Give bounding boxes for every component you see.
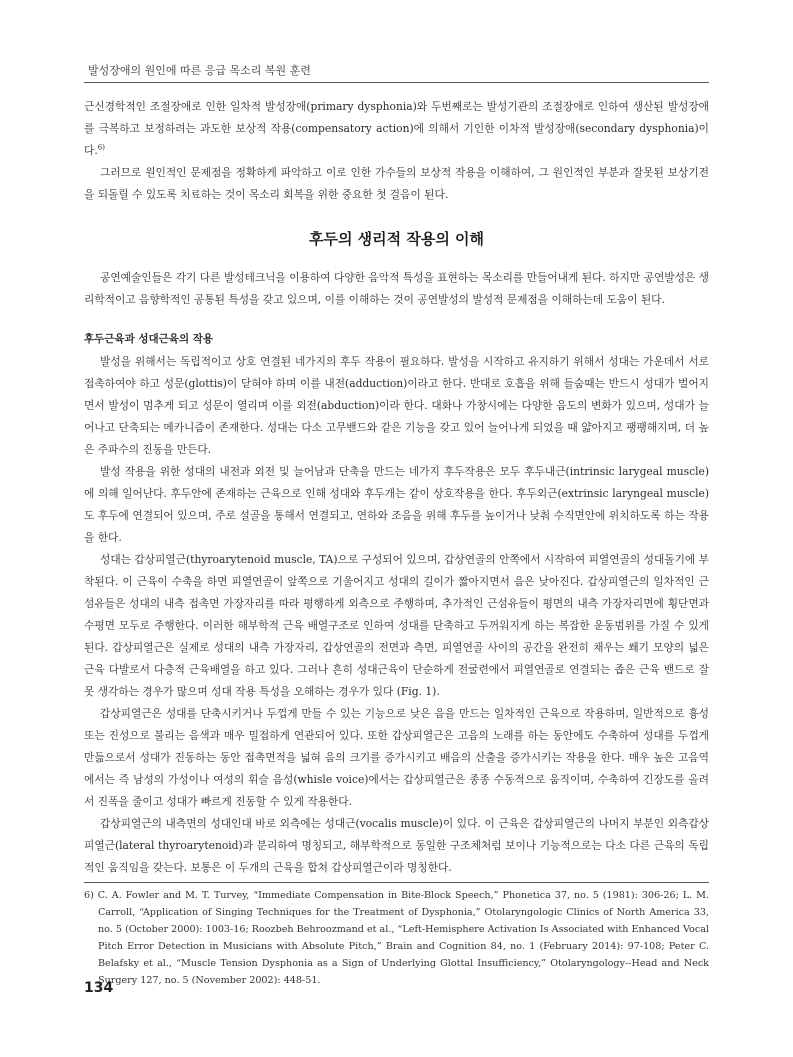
subsection-paragraph-1: 발성을 위해서는 독립적이고 상호 연결된 네가지의 후두 작용이 필요하다. 발성을 시작하고 유지하기 위해서 성대는 가운데서 서로 접촉하여야 하고 성문(glottis)이 닫혀야 하며 이를 내전(adduction)이라고 한다. 반대로 호흡을 위해 들숨때는 반드시 성대가 벌어지면서 발성이 멈추게 되고 성문이 열리며 이를 외전(abduction)이라 한다. 대화나 가창시에는 다양한 음도의 변화가 있으며, 성대가 늘어나고 단축되는 메카니즘이 존재한다. 성대는 다소 고무밴드와 같은 기능을 갖고 있어 늘어나게 되었을 때 얇아지고 팽팽해지며, 더 높은 주파수의 진동을 만든다. (84, 355, 709, 456)
intro-paragraph-2: 그러므로 원인적인 문제점을 정확하게 파악하고 이로 인한 가수들의 보상적 작용을 이해하여, 그 원인적인 부분과 잘못된 보상기전을 되돌릴 수 있도록 치료하는 것이 목소리 회복을 위한 중요한 첫 걸음이 된다. (84, 166, 709, 201)
subsection-paragraph-4: 갑상피열근은 성대를 단축시키거나 두껍게 만들 수 있는 기능으로 낮은 음을 만드는 일차적인 근육으로 작용하며, 일반적으로 흉성 또는 진성으로 불리는 음색과 매우 밀접하게 연관되어 있다. 또한 갑상피열근은 고음의 노래를 하는 동안에도 수축하여 성대를 두껍게 만듦으로서 성대가 진동하는 동안 접촉면적을 넓혀 음의 크기를 증가시키고 배음의 산출을 증가시키는 작용을 한다. 매우 높은 고음역에서는 즉 남성의 가성이나 여성의 휘슬 음성(whisle voice)에서는 갑상피열근은 종종 수동적으로 움직이며, 수축하여 긴장도를 올려서 진폭을 줄이고 성대가 빠르게 진동할 수 있게 작용한다. (84, 707, 709, 808)
subsection-paragraph-5: 갑상피열근의 내측면의 성대인대 바로 외측에는 성대근(vocalis muscle)이 있다. 이 근육은 갑상피열근의 나머지 부분인 외측갑상피열근(lateral thyroarytenoid)과 분리하여 명칭되고, 해부학적으로 동일한 구조체처럼 보이나 기능적으로는 다소 다른 근육의 독립적인 움직임을 갖는다. 보통은 이 두개의 근육을 합쳐 갑상피열근이라 명칭한다. (84, 817, 709, 874)
running-header: 발성장애의 원인에 따른 응급 목소리 복원 훈련 (88, 64, 311, 77)
page-body (84, 96, 709, 989)
header-rule (84, 82, 709, 83)
page-number: 134 (84, 980, 114, 996)
subsection-heading: 후두근육과 성대근육의 작용 (84, 333, 214, 345)
footnote-rule (84, 882, 709, 883)
footnote: 6) C. A. Fowler and M. T. Turvey, “Immediate Compensation in Bite-Block Speech,” Phonetica 37, no. 5 (1981): 306-26; L. M. Carroll, “Application of Singing Techniques for the Treatment of Dysphonia,” Otolaryngologic Clinics of North America 33, no. 5 (October 2000): 1003-16; Roozbeh Behroozmand et al., “Left-Hemisphere Activation Is Associated with Enhanced Vocal Pitch Error Detection in Musicians with Absolute Pitch,” Brain and Cognition 84, no. 1 (February 2014): 97-108; Peter C. Belafsky et al., “Muscle Tension Dysphonia as a Sign of Underlying Glottal Insufficiency,” Otolaryngology--Head and Neck Surgery 127, no. 5 (November 2002): 448-51. (84, 890, 709, 986)
intro-paragraph-1 (84, 96, 709, 162)
intro-paragraph-1-text: 근신경학적인 조절장애로 인한 일차적 발성장애(primary dysphonia)와 두번째로는 발성기관의 조절장애로 인하여 생산된 발성장애를 극복하고 보정하려는 과도한 보상적 작용(compensatory action)에 의해서 기인한 이차적 발성장애(secondary dysphonia)이다. (84, 100, 709, 157)
footnote-ref: 6) (97, 143, 105, 152)
subsection-paragraph-3: 성대는 갑상피열근(thyroarytenoid muscle, TA)으로 구성되어 있으며, 갑상연골의 안쪽에서 시작하여 피열연골의 성대돌기에 부착된다. 이 근육이 수축을 하면 피열연골이 앞쪽으로 기울어지고 성대의 길이가 짧아지면서 음은 낮아진다. 갑상피열근의 일차적인 근섬유들은 성대의 내측 접촉면 가장자리를 따라 평행하게 외측으로 주행하며, 추가적인 근섬유들이 평면의 내측 가장자리면에 횡단면과 수평면 모두로 주행한다. 이러한 해부학적 근육 배열구조로 인하여 성대를 단축하고 두꺼워지게 하는 복잡한 운동범위를 가질 수 있게 된다. 갑상피열근은 실제로 성대의 내측 가장자리, 갑상연골의 전면과 측면, 피열연골 사이의 공간을 완전히 채우는 쐐기 모양의 넓은 근육 다발로서 다층적 근육배열을 하고 있다. 그러나 흔히 성대근육이 단순하게 전굴련에서 피열연골로 연결되는 좁은 근육 밴드로 잘못 생각하는 경우가 많으며 성대 작용 특성을 오해하는 경우가 있다 (Fig. 1). (84, 553, 709, 698)
subsection-paragraph-2: 발성 작용을 위한 성대의 내전과 외전 및 늘어남과 단축을 만드는 네가지 후두작용은 모두 후두내근(intrinsic larygeal muscle)에 의해 일어난다. 후두안에 존재하는 근육으로 인해 성대와 후두개는 같이 상호작용을 한다. 후두외근(extrinsic laryngeal muscle)도 후두에 연결되어 있으며, 주로 설골을 통해서 연결되고, 연하와 조음을 위해 후두를 높이거나 낮춰 수직면안에 위치하도록 하는 작용을 한다. (84, 465, 709, 544)
section-title: 후두의 생리적 작용의 이해 (308, 230, 485, 248)
section-paragraph-1: 공연예술인들은 각기 다른 발성테크닉을 이용하여 다양한 음악적 특성을 표현하는 목소리를 만들어내게 된다. 하지만 공연발성은 생리학적이고 음향학적인 공통된 특성을 갖고 있으며, 이를 이해하는 것이 공연발성의 발성적 문제점을 이해하는데 도움이 된다. (84, 271, 709, 306)
